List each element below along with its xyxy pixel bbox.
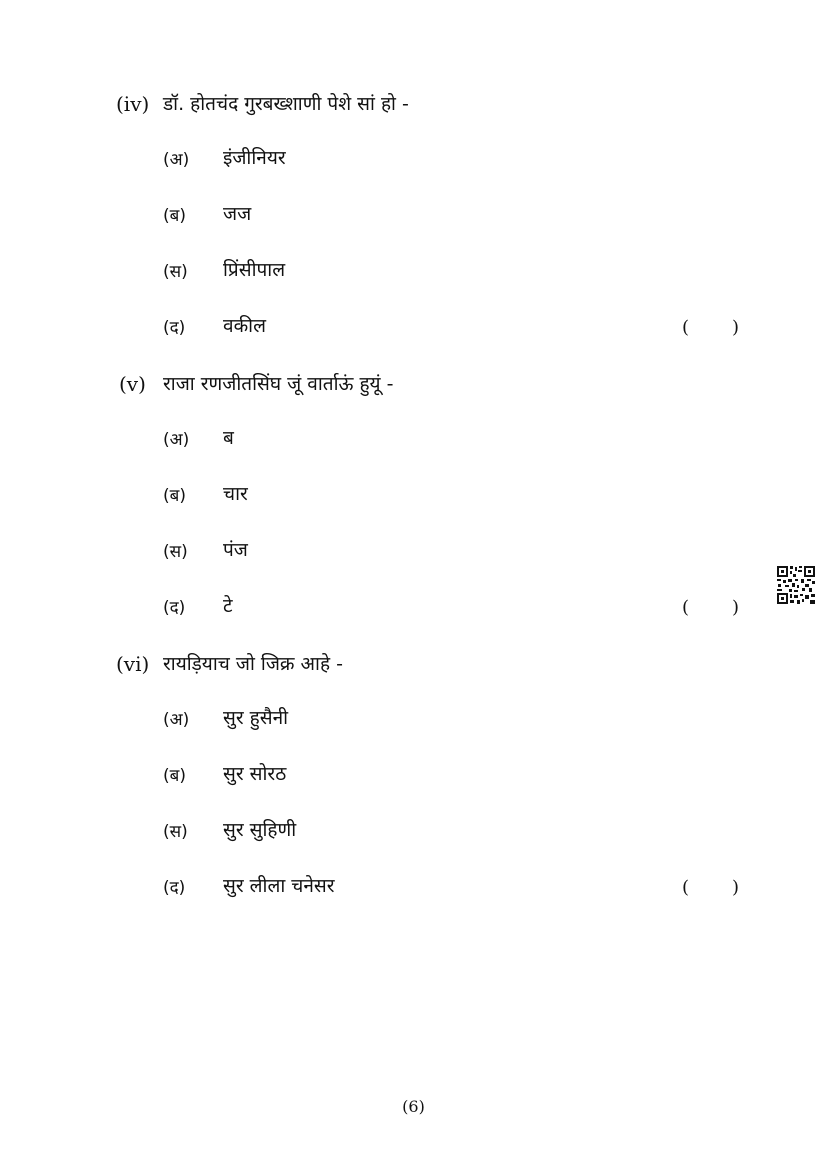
answer-bracket-open: ( — [682, 317, 690, 338]
option-text: टे — [223, 595, 233, 617]
option-label: (अ) — [163, 710, 190, 730]
question-number: (v) — [119, 372, 146, 396]
answer-bracket-open: ( — [682, 877, 690, 898]
option-label: (द) — [163, 878, 186, 898]
page-number: (6) — [402, 1097, 425, 1116]
option-text: सुर सुहिणी — [223, 819, 297, 841]
option-label: (अ) — [163, 430, 190, 450]
option-text: जज — [223, 203, 252, 225]
option-text: सुर हुसैनी — [223, 707, 289, 729]
option-label: (स) — [163, 542, 188, 562]
answer-bracket-close: ) — [732, 597, 740, 618]
option-label: (स) — [163, 262, 188, 282]
answer-bracket-close: ) — [732, 317, 740, 338]
option-text: ब — [223, 427, 234, 449]
answer-bracket-open: ( — [682, 597, 690, 618]
option-text: वकील — [223, 315, 266, 337]
option-text: सुर सोरठ — [223, 763, 287, 785]
option-label: (द) — [163, 318, 186, 338]
option-label: (ब) — [163, 766, 186, 786]
answer-bracket-close: ) — [732, 877, 740, 898]
option-label: (द) — [163, 598, 186, 618]
qr-code-icon — [776, 565, 816, 605]
question-text: डॉ. होतचंद गुरबख्शाणी पेशे सां हो - — [163, 93, 409, 115]
option-label: (ब) — [163, 486, 186, 506]
option-text: चार — [223, 483, 248, 505]
option-label: (अ) — [163, 150, 190, 170]
option-label: (ब) — [163, 206, 186, 226]
option-text: इंजीनियर — [223, 147, 286, 169]
option-text: प्रिंसीपाल — [223, 259, 286, 281]
option-label: (स) — [163, 822, 188, 842]
option-text: सुर लीला चनेसर — [223, 875, 335, 897]
question-text: रायड़ियाच जो जिक्र आहे - — [163, 653, 343, 675]
option-text: पंज — [223, 539, 248, 561]
question-text: राजा रणजीतसिंघ जूं वार्ताऊं हुयूं - — [163, 373, 394, 395]
question-number: (iv) — [116, 92, 150, 116]
question-number: (vi) — [116, 652, 150, 676]
